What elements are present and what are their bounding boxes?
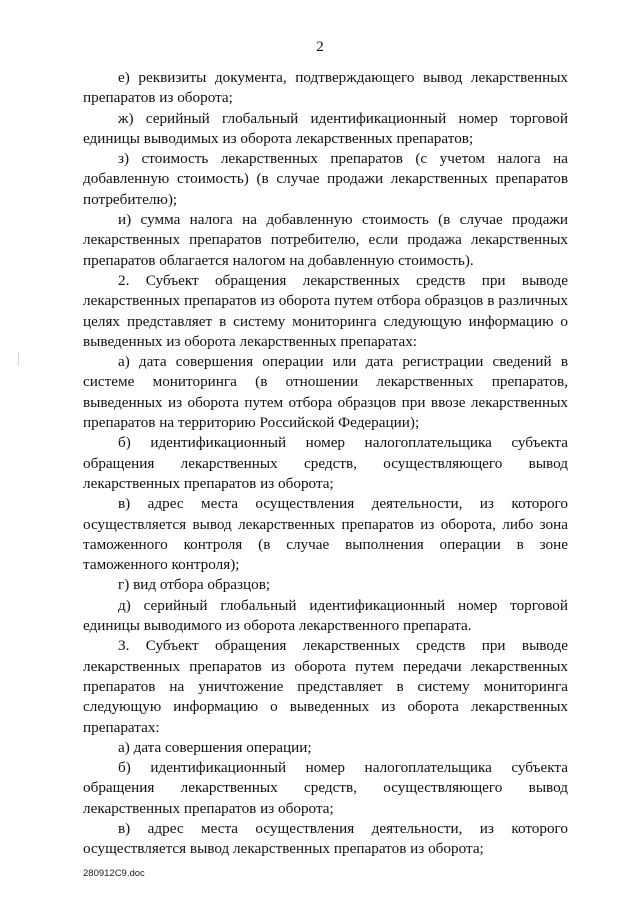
paragraph-2-sampling: 2. Субъект обращения лекарственных средств при выводе лекарственных препаратов из оборота путем отбора образцов в различных целях представляет в систему мониторинга следующую информацию о выведенных из оборота лекарственных препаратах: — [83, 271, 568, 350]
footer-filename: 280912C9.doc — [83, 868, 145, 879]
paragraph-b-taxpayer-id: б) идентификационный номер налогоплательщика субъекта обращения лекарственных средств, осуществляющего вывод лекарственных препаратов из оборота; — [83, 434, 568, 492]
paragraph-v-address: в) адрес места осуществления деятельности, из которого осуществляется вывод лекарственных препаратов из оборота, либо зона таможенного контроля (в случае выполнения операции в зоне таможенного контроля); — [83, 495, 568, 574]
page-number: 2 — [316, 39, 324, 55]
paragraph-z-cost: з) стоимость лекарственных препаратов (с учетом налога на добавленную стоимость) (в случае продажи лекарственных препаратов потребителю); — [83, 150, 568, 208]
paragraph-v-address-2: в) адрес места осуществления деятельности, из которого осуществляется вывод лекарственных препаратов из оборота; — [83, 819, 568, 858]
paragraph-i-vat-amount: и) сумма налога на добавленную стоимость (в случае продажи лекарственных препаратов потребителю, если продажа лекарственных препаратов облагается налогом на добавленную стоимость). — [83, 211, 568, 269]
margin-mark — [18, 352, 19, 366]
paragraph-b-taxpayer-id-2: б) идентификационный номер налогоплательщика субъекта обращения лекарственных средств, осуществляющего вывод лекарственных препаратов из оборота; — [83, 759, 568, 817]
paragraph-a-operation-date-2: а) дата совершения операции; — [118, 738, 312, 756]
paragraph-a-operation-date: а) дата совершения операции или дата регистрации сведений в системе мониторинга (в отношении лекарственных препаратов, выведенных из оборота путем отбора образцов при ввозе лекарственных препаратов на территорию Российской Федерации); — [83, 353, 568, 432]
paragraph-zh-serial-gtin: ж) серийный глобальный идентификационный номер торговой единицы выводимых из оборота лекарственных препаратов; — [83, 109, 568, 147]
paragraph-e-document-details: е) реквизиты документа, подтверждающего вывод лекарственных препаратов из оборота; — [83, 69, 568, 107]
paragraph-d-serial-gtin: д) серийный глобальный идентификационный номер торговой единицы выводимого из оборота лекарственного препарата. — [83, 596, 568, 635]
paragraph-3-destruction: 3. Субъект обращения лекарственных средств при выводе лекарственных препаратов из оборота путем передачи лекарственных препаратов на уничтожение представляет в систему мониторинга следующую информацию о выведенных из оборота лекарственных препаратах: — [83, 637, 568, 736]
document-body — [83, 68, 568, 860]
paragraph-g-sampling-type: г) вид отбора образцов; — [118, 576, 271, 594]
